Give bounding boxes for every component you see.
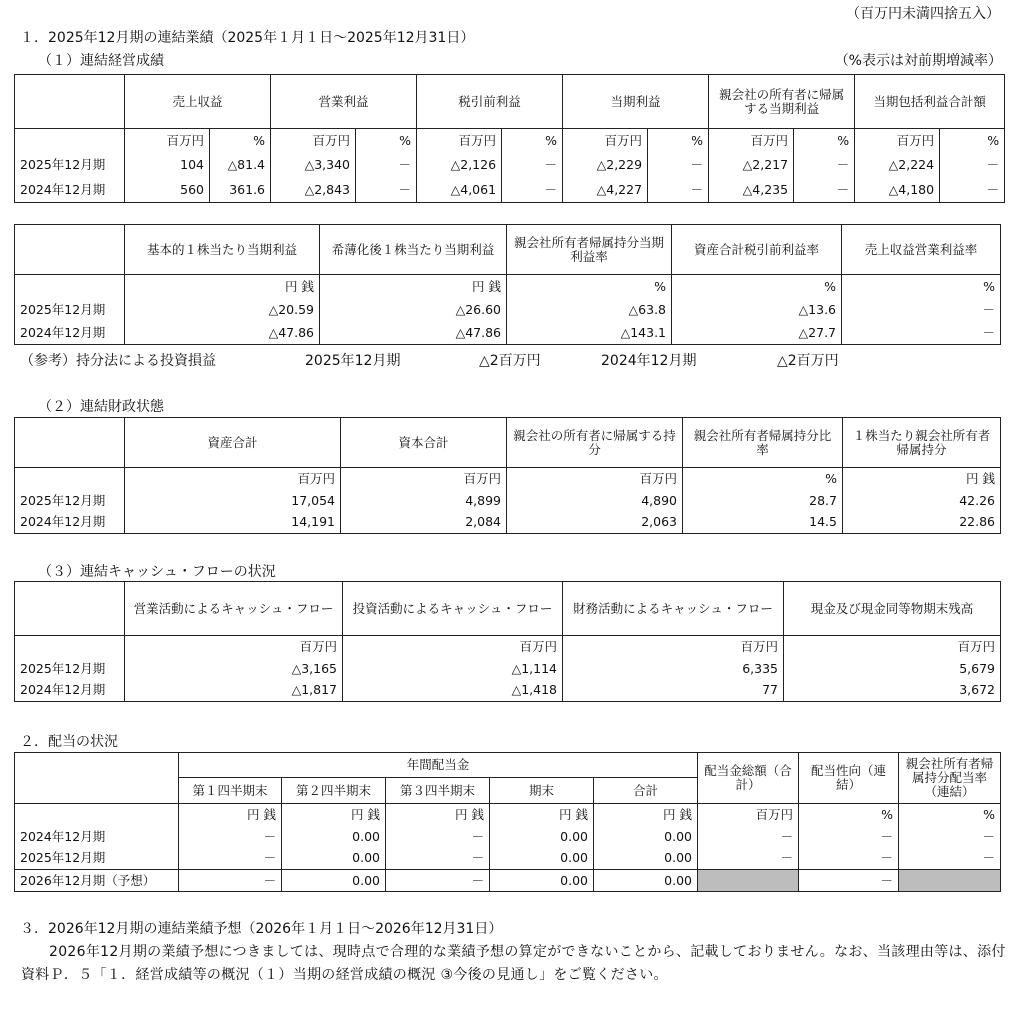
- table-cell: －: [356, 153, 417, 178]
- table-cell: －: [502, 178, 563, 203]
- header-financing-cf: 財務活動によるキャッシュ・フロー: [563, 582, 784, 636]
- header-q1: 第１四半期末: [179, 778, 282, 804]
- header-payout-ratio: 配当性向（連結）: [799, 753, 899, 804]
- table-cell: －: [899, 848, 1001, 870]
- row-label: 2024年12月期: [15, 178, 125, 203]
- header-annual-dividend: 年間配当金: [179, 753, 698, 778]
- equity-method-period-2: 2024年12月期: [601, 353, 697, 369]
- table-cell: 6,335: [563, 658, 784, 680]
- table-cell: －: [940, 178, 1005, 203]
- unit-cell: 円 銭: [125, 275, 320, 299]
- table-cell: 17,054: [125, 490, 341, 512]
- unit-row-label: [15, 636, 125, 658]
- header-revenue: 売上収益: [125, 75, 271, 129]
- subsection-1-title: （１）連結経営成績: [38, 53, 164, 69]
- table-cell: 0.00: [490, 870, 594, 892]
- table-cell: －: [502, 153, 563, 178]
- corner-cell: [15, 225, 125, 275]
- header-bps: １株当たり親会社所有者帰属持分: [843, 418, 1001, 468]
- per-share-ratios-table: [14, 224, 1001, 345]
- table-cell: △47.86: [320, 322, 507, 345]
- unit-cell: 百万円: [341, 468, 507, 490]
- table-cell: △13.6: [672, 299, 842, 322]
- table-cell: －: [386, 870, 490, 892]
- table-cell: －: [356, 178, 417, 203]
- header-q2: 第２四半期末: [282, 778, 386, 804]
- equity-method-value-2: △2百万円: [777, 353, 839, 369]
- table-cell: 0.00: [594, 848, 698, 870]
- unit-cell: 円 銭: [490, 804, 594, 826]
- row-label: 2025年12月期: [15, 299, 125, 322]
- unit-cell: %: [799, 804, 899, 826]
- unit-cell: %: [794, 129, 855, 153]
- unit-cell: %: [210, 129, 271, 153]
- table-cell: －: [899, 826, 1001, 848]
- header-operating-margin: 売上収益営業利益率: [842, 225, 1001, 275]
- header-comprehensive-income: 当期包括利益合計額: [855, 75, 1005, 129]
- header-year-end: 期末: [490, 778, 594, 804]
- header-owners-equity: 親会社の所有者に帰属する持分: [507, 418, 683, 468]
- table-cell: －: [940, 153, 1005, 178]
- unit-cell: 円 銭: [843, 468, 1001, 490]
- table-cell: △4,061: [417, 178, 502, 203]
- header-operating-profit: 営業利益: [271, 75, 417, 129]
- table-cell: －: [799, 848, 899, 870]
- table-cell: 28.7: [683, 490, 843, 512]
- cash-flow-table: [14, 581, 1001, 702]
- table-cell: △1,817: [125, 680, 343, 702]
- shaded-cell: [899, 870, 1001, 892]
- table-cell: 2,063: [507, 512, 683, 534]
- table-cell: △4,180: [855, 178, 940, 203]
- header-roe: 親会社所有者帰属持分当期利益率: [507, 225, 672, 275]
- row-label: 2024年12月期: [15, 512, 125, 534]
- table-cell: 3,672: [784, 680, 1001, 702]
- unit-cell: 百万円: [125, 636, 343, 658]
- header-owners-profit: 親会社の所有者に帰属する当期利益: [709, 75, 855, 129]
- unit-row-label: [15, 468, 125, 490]
- unit-cell: 百万円: [417, 129, 502, 153]
- header-equity-ratio: 親会社所有者帰属持分比率: [683, 418, 843, 468]
- table-cell: 0.00: [490, 826, 594, 848]
- table-cell: 0.00: [594, 870, 698, 892]
- table-cell: △27.7: [672, 322, 842, 345]
- unit-cell: %: [356, 129, 417, 153]
- table-cell: △2,217: [709, 153, 794, 178]
- row-label: 2024年12月期: [15, 680, 125, 702]
- equity-method-label: （参考）持分法による投資損益: [20, 353, 216, 369]
- section-3-title: ３．2026年12月期の連結業績予想（2026年１月１日～2026年12月31日）: [20, 921, 503, 937]
- table-cell: 0.00: [490, 848, 594, 870]
- unit-cell: 百万円: [271, 129, 356, 153]
- row-label: 2024年12月期: [15, 322, 125, 345]
- change-rate-note: （%表示は対前期増減率）: [834, 53, 1002, 69]
- table-cell: 77: [563, 680, 784, 702]
- unit-cell: 円 銭: [282, 804, 386, 826]
- header-total: 合計: [594, 778, 698, 804]
- equity-method-period-1: 2025年12月期: [305, 353, 401, 369]
- row-label: 2025年12月期: [15, 490, 125, 512]
- row-label: 2025年12月期: [15, 658, 125, 680]
- row-label: 2024年12月期: [15, 826, 179, 848]
- table-cell: △143.1: [507, 322, 672, 345]
- header-total-dividend: 配当金総額（合計）: [698, 753, 799, 804]
- table-cell: △3,340: [271, 153, 356, 178]
- table-cell: △2,229: [563, 153, 648, 178]
- table-cell: －: [648, 153, 709, 178]
- unit-cell: 百万円: [784, 636, 1001, 658]
- header-pretax-roa: 資産合計税引前利益率: [672, 225, 842, 275]
- unit-cell: 百万円: [507, 468, 683, 490]
- table-cell: －: [698, 848, 799, 870]
- table-cell: －: [842, 299, 1001, 322]
- table-cell: 0.00: [282, 826, 386, 848]
- header-cash-balance: 現金及び現金同等物期末残高: [784, 582, 1001, 636]
- table-cell: △47.86: [125, 322, 320, 345]
- unit-cell: 百万円: [125, 468, 341, 490]
- header-operating-cf: 営業活動によるキャッシュ・フロー: [125, 582, 343, 636]
- unit-cell: 百万円: [855, 129, 940, 153]
- corner-cell: [15, 753, 179, 804]
- table-cell: 560: [125, 178, 210, 203]
- unit-cell: 百万円: [343, 636, 563, 658]
- operating-results-table: [14, 74, 1005, 203]
- unit-cell: %: [899, 804, 1001, 826]
- unit-row-label: [15, 129, 125, 153]
- header-total-assets: 資産合計: [125, 418, 341, 468]
- section-2-title: ２．配当の状況: [20, 734, 118, 750]
- unit-cell: %: [507, 275, 672, 299]
- unit-cell: 百万円: [125, 129, 210, 153]
- unit-cell: 円 銭: [386, 804, 490, 826]
- forecast-body-text: 2026年12月期の業績予想につきましては、現時点で合理的な業績予想の算定ができないことから、記載しておりません。なお、当該理由等は、添付資料Ｐ．５「１．経営成績等の概況（１）当期の経営成績の概況 ③今後の見通し」をご覧ください。: [21, 944, 1006, 983]
- table-cell: △20.59: [125, 299, 320, 322]
- section-1-title: １．2025年12月期の連結業績（2025年１月１日～2025年12月31日）: [20, 30, 475, 46]
- corner-cell: [15, 582, 125, 636]
- unit-cell: %: [648, 129, 709, 153]
- table-cell: △2,224: [855, 153, 940, 178]
- table-cell: △2,126: [417, 153, 502, 178]
- table-cell: 0.00: [282, 848, 386, 870]
- table-cell: 4,890: [507, 490, 683, 512]
- table-cell: 0.00: [282, 870, 386, 892]
- table-cell: 14.5: [683, 512, 843, 534]
- header-doe: 親会社所有者帰属持分配当率（連結）: [899, 753, 1001, 804]
- table-cell: －: [799, 870, 899, 892]
- unit-cell: 百万円: [563, 129, 648, 153]
- dividends-table: [14, 752, 1001, 892]
- table-cell: －: [794, 178, 855, 203]
- header-total-equity: 資本合計: [341, 418, 507, 468]
- header-basic-eps: 基本的１株当たり当期利益: [125, 225, 320, 275]
- table-cell: 361.6: [210, 178, 271, 203]
- table-cell: 0.00: [594, 826, 698, 848]
- unit-cell: 百万円: [698, 804, 799, 826]
- table-cell: －: [386, 826, 490, 848]
- unit-cell: 百万円: [709, 129, 794, 153]
- header-q3: 第３四半期末: [386, 778, 490, 804]
- unit-cell: %: [842, 275, 1001, 299]
- table-cell: －: [179, 826, 282, 848]
- header-net-profit: 当期利益: [563, 75, 709, 129]
- row-label-forecast: 2026年12月期（予想）: [15, 870, 179, 892]
- subsection-2-title: （２）連結財政状態: [38, 399, 164, 415]
- table-cell: －: [386, 848, 490, 870]
- unit-cell: %: [502, 129, 563, 153]
- table-cell: －: [648, 178, 709, 203]
- table-cell: 5,679: [784, 658, 1001, 680]
- table-cell: 42.26: [843, 490, 1001, 512]
- table-cell: 104: [125, 153, 210, 178]
- table-cell: 4,899: [341, 490, 507, 512]
- unit-cell: 円 銭: [320, 275, 507, 299]
- table-cell: －: [698, 826, 799, 848]
- shaded-cell: [698, 870, 799, 892]
- table-cell: △4,235: [709, 178, 794, 203]
- financial-position-table: [14, 417, 1001, 534]
- table-cell: 2,084: [341, 512, 507, 534]
- table-cell: 14,191: [125, 512, 341, 534]
- unit-cell: %: [683, 468, 843, 490]
- corner-cell: [15, 75, 125, 129]
- corner-cell: [15, 418, 125, 468]
- table-cell: －: [179, 870, 282, 892]
- table-cell: △81.4: [210, 153, 271, 178]
- unit-note: （百万円未満四捨五入）: [846, 6, 1000, 22]
- row-label: 2025年12月期: [15, 153, 125, 178]
- table-cell: △63.8: [507, 299, 672, 322]
- subsection-3-title: （３）連結キャッシュ・フローの状況: [38, 564, 276, 580]
- table-cell: －: [179, 848, 282, 870]
- table-cell: △4,227: [563, 178, 648, 203]
- header-pretax-profit: 税引前利益: [417, 75, 563, 129]
- table-cell: △3,165: [125, 658, 343, 680]
- table-cell: 22.86: [843, 512, 1001, 534]
- table-cell: △26.60: [320, 299, 507, 322]
- table-cell: △1,418: [343, 680, 563, 702]
- table-cell: △2,843: [271, 178, 356, 203]
- table-cell: △1,114: [343, 658, 563, 680]
- table-cell: －: [842, 322, 1001, 345]
- unit-row-label: [15, 804, 179, 826]
- header-diluted-eps: 希薄化後１株当たり当期利益: [320, 225, 507, 275]
- unit-row-label: [15, 275, 125, 299]
- row-label: 2025年12月期: [15, 848, 179, 870]
- table-cell: －: [799, 826, 899, 848]
- unit-cell: %: [940, 129, 1005, 153]
- equity-method-value-1: △2百万円: [479, 353, 541, 369]
- unit-cell: 円 銭: [179, 804, 282, 826]
- unit-cell: %: [672, 275, 842, 299]
- unit-cell: 円 銭: [594, 804, 698, 826]
- header-investing-cf: 投資活動によるキャッシュ・フロー: [343, 582, 563, 636]
- unit-cell: 百万円: [563, 636, 784, 658]
- table-cell: －: [794, 153, 855, 178]
